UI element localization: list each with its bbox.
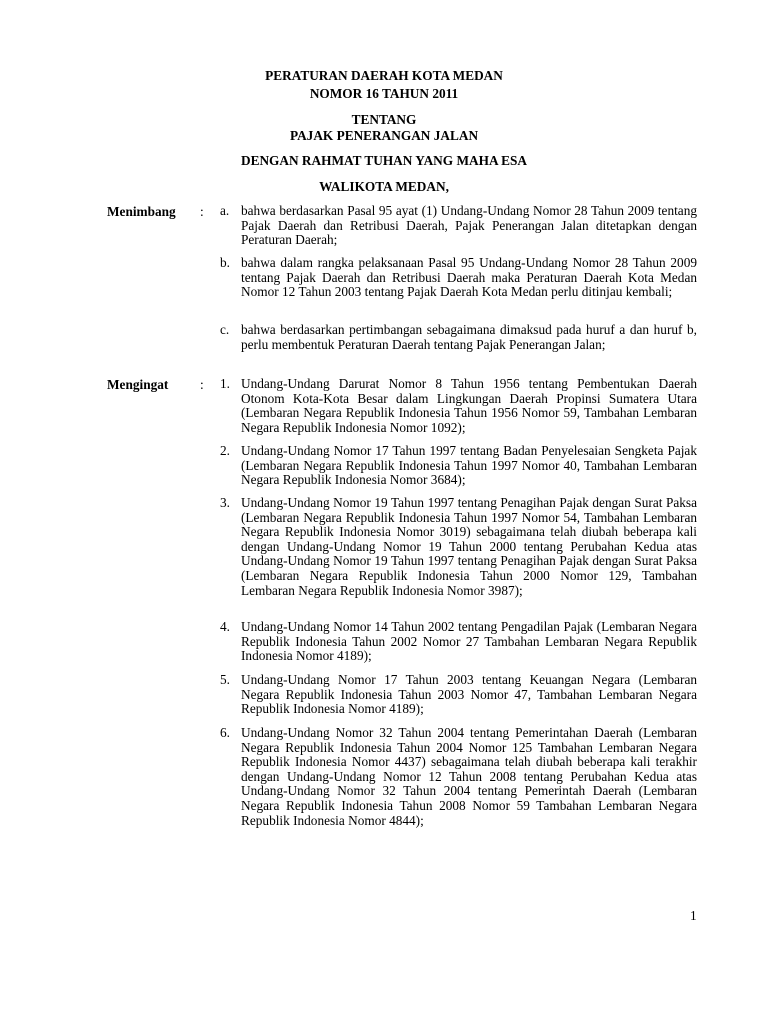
item-marker: a. (220, 203, 230, 218)
item-text: Undang-Undang Nomor 14 Tahun 2002 tentang Pengadilan Pajak (Lembaran Negara Republik Indonesia Tahun 2002 Nomor 27 Tambahan Lembaran Negara Republik Indonesia Nomor 4189); (241, 619, 697, 664)
regulation-title: PERATURAN DAERAH KOTA MEDAN (265, 68, 503, 83)
item-marker: 6. (220, 725, 230, 740)
item-marker: 2. (220, 443, 230, 458)
mengingat-colon: : (200, 377, 204, 392)
mayor-title: WALIKOTA MEDAN, (319, 179, 449, 194)
item-marker: 3. (220, 495, 230, 510)
item-marker: c. (220, 322, 230, 337)
item-marker: 4. (220, 619, 230, 634)
item-text: Undang-Undang Darurat Nomor 8 Tahun 1956 tentang Pembentukan Daerah Otonom Kota-Kota Besar dalam Lingkungan Daerah Propinsi Sumatera Utara (Lembaran Negara Republik Indonesia Tahun 1956 Nomor 59, Tambahan Lembaran Negara Republik Indonesia Nomor 1092); (241, 376, 697, 435)
item-text: bahwa berdasarkan Pasal 95 ayat (1) Undang-Undang Nomor 28 Tahun 2009 tentang Pajak Daerah dan Retribusi Daerah, Pajak Penerangan Jalan ditetapkan dengan Peraturan Daerah; (241, 203, 697, 248)
regulation-about-label: TENTANG (351, 112, 417, 127)
item-marker: b. (220, 255, 230, 270)
invocation-line: DENGAN RAHMAT TUHAN YANG MAHA ESA (240, 153, 528, 168)
item-text: bahwa dalam rangka pelaksanaan Pasal 95 Undang-Undang Nomor 28 Tahun 2009 tentang Pajak Daerah dan Retribusi Daerah maka Peraturan Daerah Kota Medan Nomor 12 Tahun 2003 tentang Pajak Daerah Kota Medan perlu ditinjau kembali; (241, 255, 697, 300)
item-text: bahwa berdasarkan pertimbangan sebagaimana dimaksud pada huruf a dan huruf b, perlu membentuk Peraturan Daerah tentang Pajak Penerangan Jalan; (241, 322, 697, 352)
item-text: Undang-Undang Nomor 32 Tahun 2004 tentang Pemerintahan Daerah (Lembaran Negara Republik Indonesia Tahun 2004 Nomor 125 Tambahan Lembaran Negara Republik Indonesia Nomor 4437) sebagaimana telah diubah beberapa kali terakhir dengan Undang-Undang Nomor 12 Tahun 2008 tentang Perubahan Kedua atas Undang-Undang Nomor 32 Tahun 2004 tentang Pemerintah Daerah (Lembaran Negara Republik Indonesia Tahun 2008 Nomor 59 Tambahan Lembaran Negara Republik Indonesia Nomor 4844); (241, 725, 697, 828)
page-number: 1 (690, 908, 697, 923)
menimbang-colon: : (200, 204, 204, 219)
item-marker: 5. (220, 672, 230, 687)
item-text: Undang-Undang Nomor 19 Tahun 1997 tentang Penagihan Pajak dengan Surat Paksa (Lembaran Negara Republik Indonesia Tahun 1997 Nomor 54, Tambahan Lembaran Negara Republik Indonesia Nomor 3019) sebagaimana telah diubah beberapa kali dengan Undang-Undang Nomor 19 Tahun 2000 tentang Perubahan Kedua atas Undang-Undang Nomor 19 Tahun 1997 tentang Penagihan Pajak dengan Surat Paksa (Lembaran Negara Republik Indonesia Tahun 2000 Nomor 129, Tambahan Lembaran Negara Republik Indonesia Nomor 3987); (241, 495, 697, 598)
mengingat-label: Mengingat (107, 377, 169, 392)
item-marker: 1. (220, 376, 230, 391)
item-text: Undang-Undang Nomor 17 Tahun 2003 tentang Keuangan Negara (Lembaran Negara Republik Indonesia Tahun 2003 Nomor 47, Tambahan Lembaran Negara Republik Indonesia Nomor 4189); (241, 672, 697, 717)
regulation-number: NOMOR 16 TAHUN 2011 (309, 86, 459, 101)
regulation-subject: PAJAK PENERANGAN JALAN (289, 128, 479, 143)
item-text: Undang-Undang Nomor 17 Tahun 1997 tentang Badan Penyelesaian Sengketa Pajak (Lembaran Negara Republik Indonesia Tahun 1997 Nomor 40, Tambahan Lembaran Negara Republik Indonesia Nomor 3684); (241, 443, 697, 488)
menimbang-label: Menimbang (107, 204, 176, 219)
